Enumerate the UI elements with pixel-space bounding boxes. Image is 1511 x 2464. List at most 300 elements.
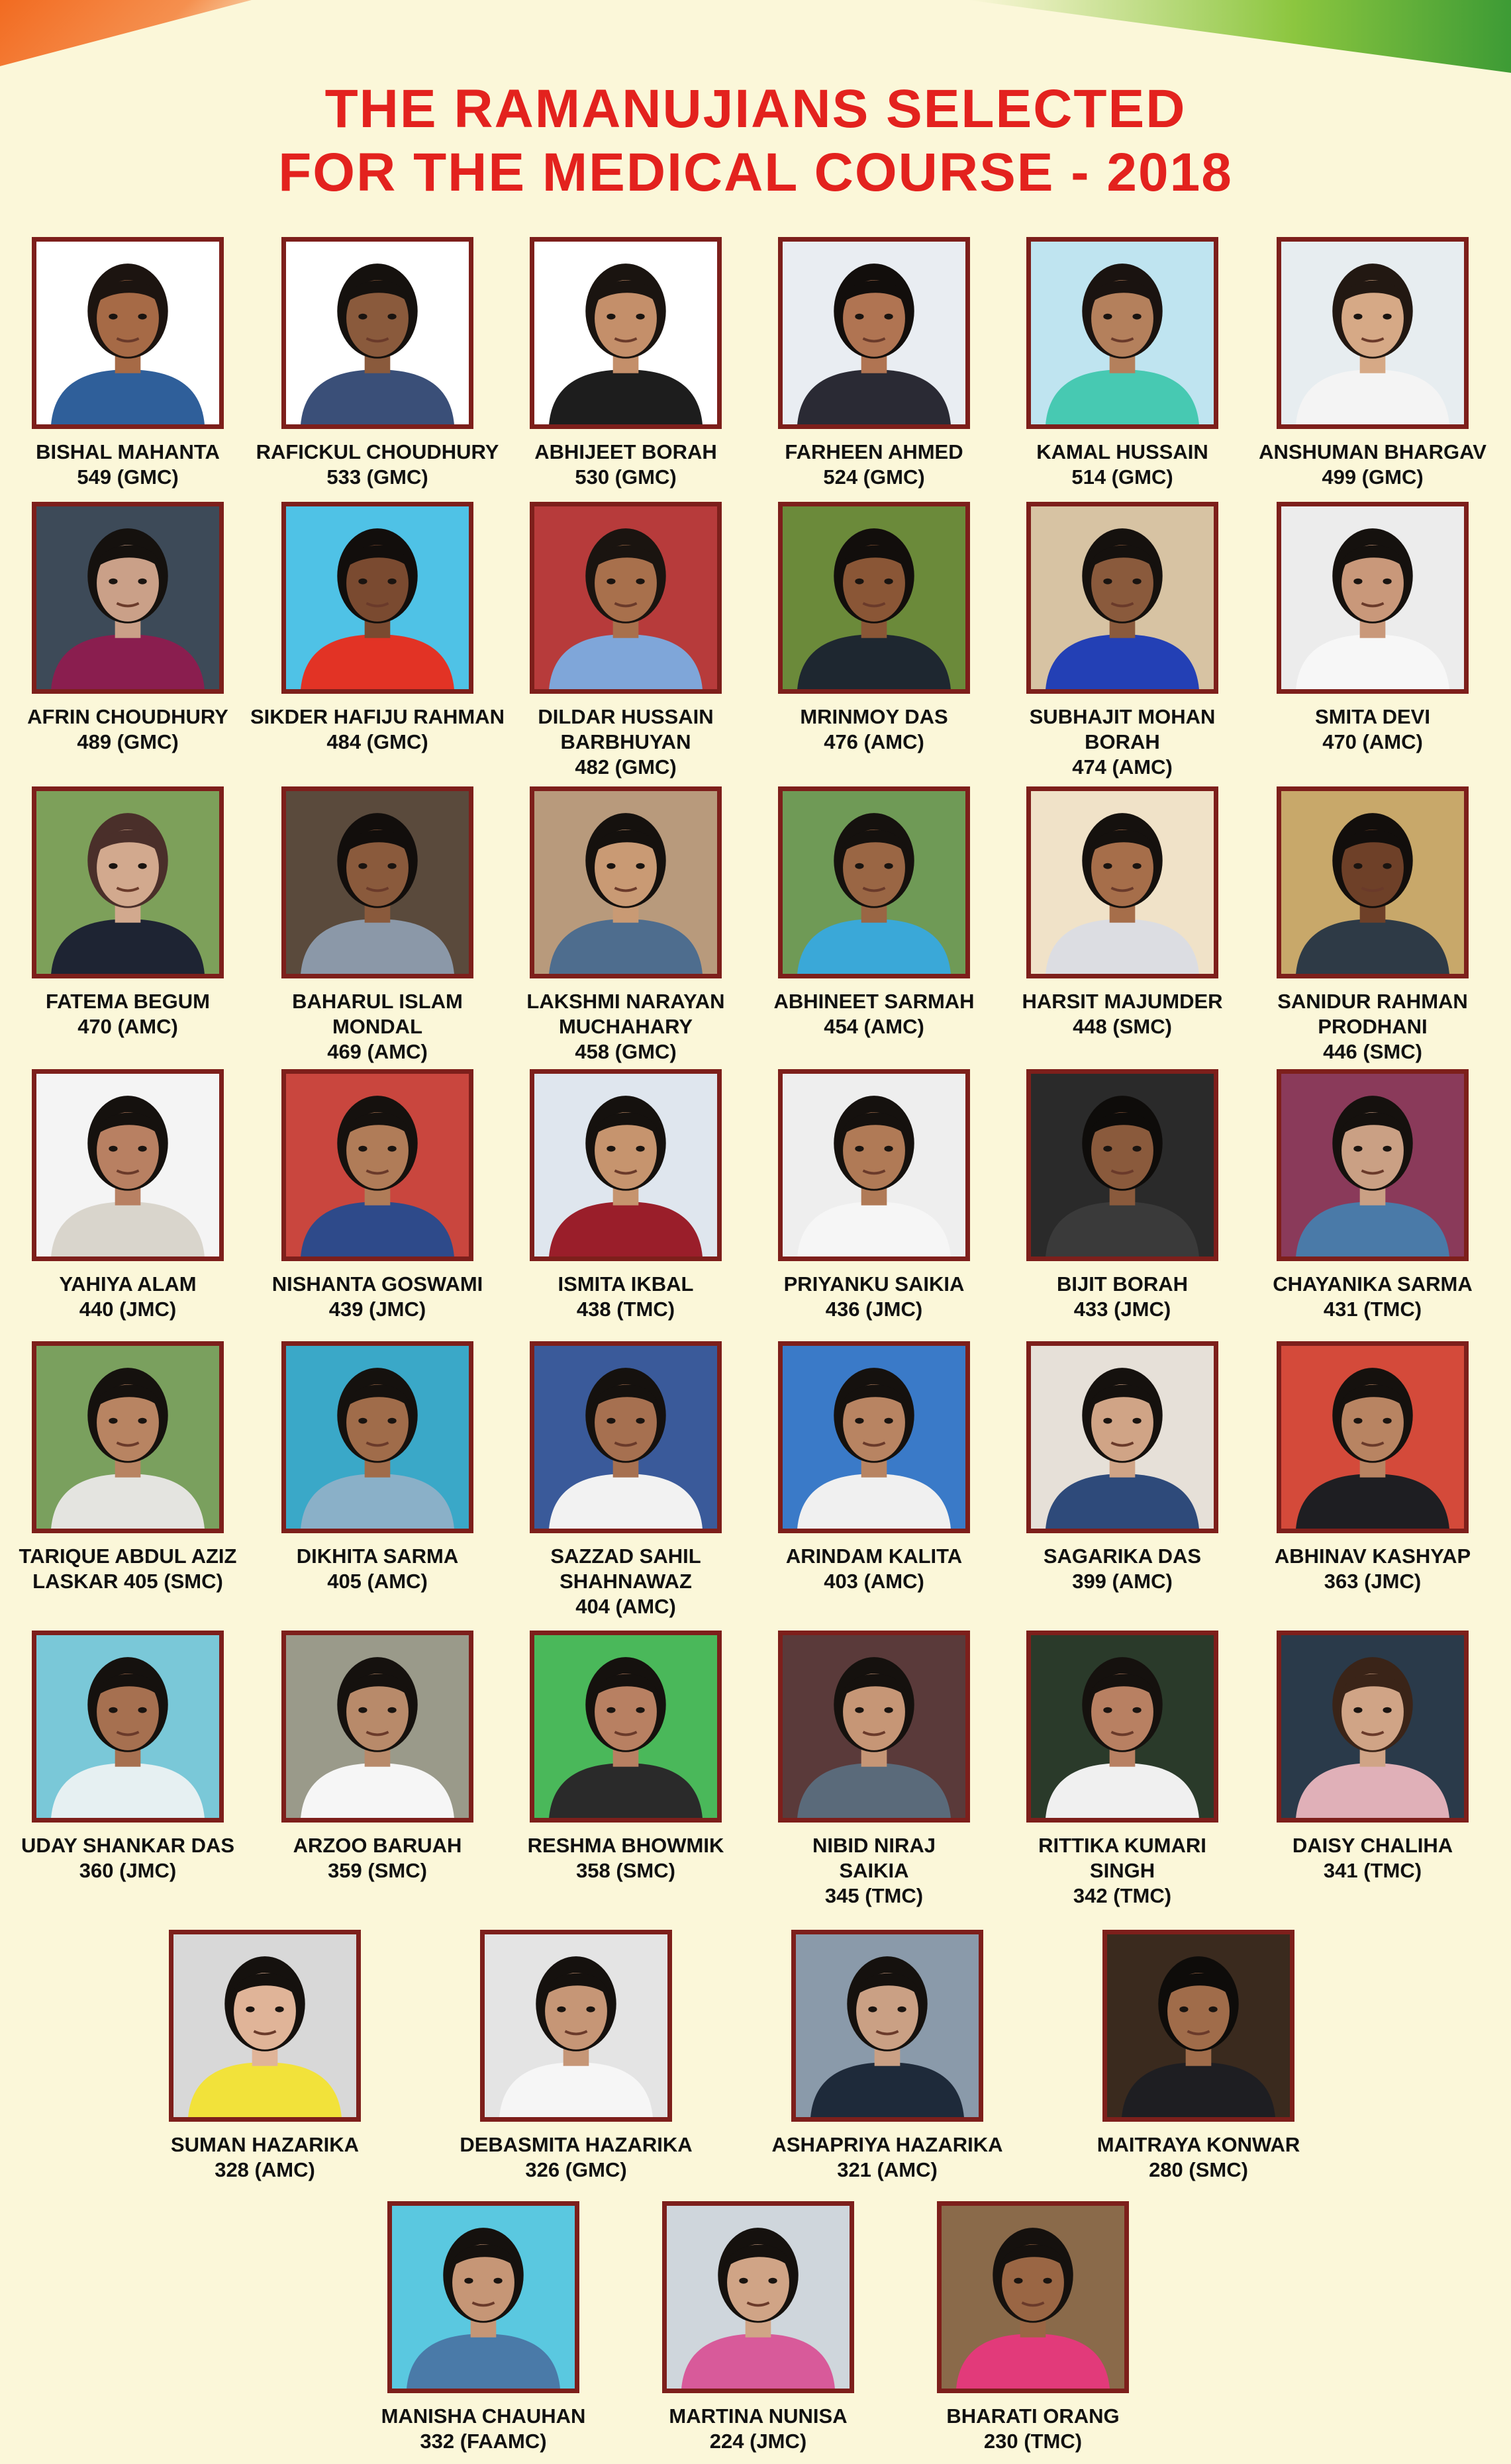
student-photo — [1277, 502, 1469, 694]
portrait-eye — [855, 579, 863, 585]
portrait-eye — [1132, 1146, 1141, 1152]
portrait-eye — [607, 579, 615, 585]
student-name-line: CHAYANIKA SARMA — [1273, 1272, 1473, 1296]
student-score-college: 454 (AMC) — [824, 1015, 924, 1038]
student-score-college: 549 (GMC) — [77, 465, 179, 489]
student-caption — [0, 989, 264, 1039]
student-name-line: PRODHANI — [1318, 1015, 1428, 1038]
portrait-eye — [1132, 863, 1141, 869]
portrait-silhouette-icon — [286, 1074, 469, 1256]
portrait-eye — [1043, 2278, 1051, 2284]
portrait-silhouette-icon — [783, 1346, 965, 1529]
student-caption — [1237, 1272, 1508, 1322]
student-score-college: 448 (SMC) — [1073, 1015, 1172, 1038]
student-name-line: DIKHITA SARMA — [296, 1544, 459, 1568]
portrait-eye — [387, 863, 396, 869]
portrait-silhouette-icon — [783, 506, 965, 689]
student-score-college: 431 (TMC) — [1323, 1298, 1422, 1321]
student-score-college: 403 (AMC) — [824, 1570, 924, 1593]
portrait-silhouette-icon — [534, 1635, 717, 1818]
portrait-silhouette-icon — [36, 1074, 219, 1256]
student-name-line: SUBHAJIT MOHAN — [1029, 705, 1216, 728]
portrait-eye — [387, 579, 396, 585]
portrait-silhouette-icon — [1281, 1635, 1464, 1818]
student-name-line: FARHEEN AHMED — [785, 440, 963, 463]
portrait-silhouette-icon — [534, 1074, 717, 1256]
student-caption — [490, 440, 761, 490]
student-name-line: NISHANTA GOSWAMI — [271, 1272, 483, 1296]
portrait-silhouette-icon — [1031, 791, 1214, 974]
student-photo — [1026, 786, 1218, 978]
student-photo — [281, 237, 473, 429]
student-score-college: 446 (SMC) — [1323, 1040, 1422, 1063]
portrait-silhouette-icon — [1107, 1934, 1290, 2117]
portrait-eye — [1103, 1707, 1112, 1713]
student-name-line: YAHIYA ALAM — [59, 1272, 197, 1296]
student-photo — [1277, 1341, 1469, 1533]
portrait-eye — [387, 1146, 396, 1152]
student-name-line: FATEMA BEGUM — [46, 990, 210, 1013]
student-photo — [281, 786, 473, 978]
student-score-college: 470 (AMC) — [77, 1015, 178, 1038]
student-name-line: SUMAN HAZARIKA — [170, 2133, 360, 2156]
student-photo — [1277, 1631, 1469, 1823]
student-name-line: NIBID NIRAJ — [812, 1834, 936, 1857]
portrait-eye — [1132, 314, 1141, 320]
student-name-line: DILDAR HUSSAIN — [538, 705, 714, 728]
student-score-college: 360 (JMC) — [79, 1859, 177, 1882]
student-caption — [1237, 989, 1508, 1065]
student-caption — [987, 1272, 1258, 1322]
portrait-eye — [109, 314, 117, 320]
portrait-silhouette-icon — [286, 1346, 469, 1529]
student-caption — [738, 1833, 1010, 1909]
portrait-eye — [387, 1707, 396, 1713]
portrait-eye — [358, 314, 367, 320]
portrait-eye — [493, 2278, 502, 2284]
student-caption — [987, 1544, 1258, 1594]
portrait-silhouette-icon — [1281, 791, 1464, 974]
student-photo — [169, 1930, 361, 2122]
portrait-eye — [855, 1146, 863, 1152]
portrait-silhouette-icon — [36, 1635, 219, 1818]
portrait-silhouette-icon — [36, 1346, 219, 1529]
student-score-college: 326 (GMC) — [525, 2158, 627, 2181]
portrait-silhouette-icon — [286, 791, 469, 974]
student-name-line: ABHINAV KASHYAP — [1274, 1544, 1471, 1568]
student-score-college: 524 (GMC) — [823, 465, 925, 489]
student-caption — [348, 2404, 619, 2454]
student-score-college: 332 (FAAMC) — [420, 2430, 547, 2453]
student-name-line: BHARATI ORANG — [946, 2404, 1120, 2428]
portrait-silhouette-icon — [1281, 1074, 1464, 1256]
student-photo — [1026, 1631, 1218, 1823]
student-name-line: ABHIJEET BORAH — [534, 440, 717, 463]
portrait-eye — [739, 2278, 748, 2284]
portrait-eye — [138, 1146, 146, 1152]
student-photo — [281, 1631, 473, 1823]
student-photo — [32, 1069, 224, 1261]
portrait-eye — [607, 1707, 615, 1713]
portrait-silhouette-icon — [286, 242, 469, 424]
portrait-silhouette-icon — [1281, 242, 1464, 424]
student-score-college: 342 (TMC) — [1073, 1884, 1172, 1907]
portrait-silhouette-icon — [36, 791, 219, 974]
portrait-silhouette-icon — [534, 242, 717, 424]
portrait-eye — [109, 1146, 117, 1152]
portrait-eye — [109, 1707, 117, 1713]
portrait-eye — [607, 1146, 615, 1152]
student-photo — [1277, 786, 1469, 978]
portrait-eye — [1103, 1146, 1112, 1152]
student-score-college: 458 (GMC) — [575, 1040, 677, 1063]
portrait-eye — [1353, 863, 1362, 869]
poster-title-line-1: THE RAMANUJIANS SELECTED — [324, 79, 1187, 139]
student-photo — [32, 1341, 224, 1533]
student-photo — [32, 237, 224, 429]
portrait-silhouette-icon — [485, 1934, 667, 2117]
student-caption — [490, 1272, 761, 1322]
student-caption — [0, 1544, 264, 1594]
student-name-line: AFRIN CHOUDHURY — [27, 705, 228, 728]
student-photo — [778, 237, 970, 429]
portrait-silhouette-icon — [1281, 1346, 1464, 1529]
student-name-line: SAGARIKA DAS — [1043, 1544, 1202, 1568]
portrait-eye — [1383, 579, 1391, 585]
portrait-eye — [636, 863, 644, 869]
student-caption — [738, 704, 1010, 755]
student-name-line: DEBASMITA HAZARIKA — [460, 2133, 693, 2156]
student-caption — [1237, 1544, 1508, 1594]
student-score-college: 476 (AMC) — [824, 730, 924, 753]
student-name-line: SAZZAD SAHIL — [550, 1544, 701, 1568]
student-name-line: SIKDER HAFIJU RAHMAN — [250, 705, 505, 728]
portrait-eye — [1383, 1146, 1391, 1152]
student-name-line: BIJIT BORAH — [1056, 1272, 1189, 1296]
portrait-silhouette-icon — [534, 506, 717, 689]
student-photo — [1277, 1069, 1469, 1261]
student-photo — [1026, 1341, 1218, 1533]
portrait-silhouette-icon — [286, 506, 469, 689]
orange-corner-decoration — [0, 0, 252, 66]
student-photo — [480, 1930, 672, 2122]
portrait-silhouette-icon — [286, 1635, 469, 1818]
student-photo — [32, 502, 224, 694]
student-score-college: 363 (JMC) — [1324, 1570, 1422, 1593]
student-name-line: BARBHUYAN — [560, 730, 691, 753]
portrait-eye — [138, 579, 146, 585]
student-caption — [0, 1272, 264, 1322]
student-score-college: 514 (GMC) — [1071, 465, 1173, 489]
portrait-eye — [109, 579, 117, 585]
student-caption — [490, 1833, 761, 1883]
portrait-silhouette-icon — [1031, 242, 1214, 424]
student-photo — [32, 786, 224, 978]
student-name-line: LAKSHMI NARAYAN — [526, 990, 725, 1013]
student-score-college: 470 (AMC) — [1322, 730, 1423, 753]
student-name-line: BORAH — [1085, 730, 1160, 753]
portrait-silhouette-icon — [1031, 506, 1214, 689]
student-score-college: 436 (JMC) — [825, 1298, 923, 1321]
student-name-line: ASHAPRIYA HAZARIKA — [771, 2133, 1003, 2156]
student-photo — [791, 1930, 983, 2122]
student-photo — [530, 502, 722, 694]
student-caption — [752, 2132, 1023, 2183]
portrait-eye — [1103, 314, 1112, 320]
student-name-line: MUCHAHARY — [558, 1015, 693, 1038]
student-name-line: SHAHNAWAZ — [560, 1570, 692, 1593]
portrait-eye — [768, 2278, 777, 2284]
student-name-line: ISMITA IKBAL — [558, 1272, 694, 1296]
portrait-eye — [1353, 579, 1362, 585]
student-caption — [738, 1272, 1010, 1322]
student-score-college: 438 (TMC) — [576, 1298, 675, 1321]
student-caption — [490, 704, 761, 780]
student-caption — [242, 989, 513, 1065]
student-score-college: 484 (GMC) — [326, 730, 428, 753]
portrait-eye — [868, 2007, 877, 2013]
student-caption — [738, 989, 1010, 1039]
portrait-silhouette-icon — [36, 506, 219, 689]
student-score-college: 341 (TMC) — [1323, 1859, 1422, 1882]
portrait-silhouette-icon — [783, 791, 965, 974]
student-score-college: 489 (GMC) — [77, 730, 179, 753]
portrait-silhouette-icon — [1031, 1635, 1214, 1818]
portrait-eye — [1353, 1146, 1362, 1152]
student-photo — [778, 502, 970, 694]
student-caption — [242, 1544, 513, 1594]
portrait-eye — [636, 1146, 644, 1152]
portrait-eye — [1383, 1418, 1391, 1424]
student-photo — [778, 1631, 970, 1823]
student-score-college: 280 (SMC) — [1149, 2158, 1248, 2181]
student-caption — [0, 704, 264, 755]
student-name-line: ABHINEET SARMAH — [773, 990, 975, 1013]
student-caption — [1237, 1833, 1508, 1883]
portrait-silhouette-icon — [392, 2206, 575, 2389]
student-score-college: LASKAR 405 (SMC) — [32, 1570, 223, 1593]
student-caption — [738, 440, 1010, 490]
student-caption — [440, 2132, 712, 2183]
student-score-college: 482 (GMC) — [575, 755, 677, 779]
student-caption — [0, 1833, 264, 1883]
student-name-line: ARINDAM KALITA — [785, 1544, 963, 1568]
student-name-line: KAMAL HUSSAIN — [1036, 440, 1208, 463]
portrait-eye — [138, 1418, 146, 1424]
portrait-eye — [884, 1146, 893, 1152]
portrait-silhouette-icon — [36, 242, 219, 424]
portrait-eye — [1353, 314, 1362, 320]
portrait-silhouette-icon — [942, 2206, 1124, 2389]
portrait-eye — [607, 863, 615, 869]
student-name-line: HARSIT MAJUMDER — [1022, 990, 1223, 1013]
student-score-college: 439 (JMC) — [328, 1298, 426, 1321]
student-name-line: SANIDUR RAHMAN — [1277, 990, 1468, 1013]
student-caption — [1063, 2132, 1334, 2183]
portrait-eye — [387, 1418, 396, 1424]
portrait-eye — [1179, 2007, 1188, 2013]
portrait-eye — [1132, 1707, 1141, 1713]
portrait-eye — [1132, 579, 1141, 585]
student-score-college: 321 (AMC) — [837, 2158, 938, 2181]
portrait-eye — [636, 314, 644, 320]
portrait-eye — [1353, 1707, 1362, 1713]
student-photo — [778, 786, 970, 978]
portrait-eye — [358, 863, 367, 869]
portrait-silhouette-icon — [173, 1934, 356, 2117]
portrait-eye — [358, 1418, 367, 1424]
student-name-line: RESHMA BHOWMIK — [527, 1834, 724, 1857]
portrait-eye — [464, 2278, 473, 2284]
student-photo — [1026, 1069, 1218, 1261]
student-name-line: MAITRAYA KONWAR — [1097, 2133, 1300, 2156]
portrait-eye — [855, 314, 863, 320]
portrait-eye — [884, 1418, 893, 1424]
student-score-college: 433 (JMC) — [1073, 1298, 1171, 1321]
student-score-college: 230 (TMC) — [983, 2430, 1083, 2453]
portrait-eye — [884, 314, 893, 320]
student-photo — [778, 1069, 970, 1261]
student-score-college: 440 (JMC) — [79, 1298, 177, 1321]
poster-title-line-2: FOR THE MEDICAL COURSE - 2018 — [278, 142, 1233, 203]
portrait-silhouette-icon — [783, 1074, 965, 1256]
portrait-eye — [1103, 1418, 1112, 1424]
student-caption — [1237, 440, 1508, 490]
student-caption — [987, 989, 1258, 1039]
student-photo — [530, 1069, 722, 1261]
portrait-eye — [897, 2007, 906, 2013]
student-caption — [622, 2404, 894, 2454]
portrait-eye — [607, 314, 615, 320]
portrait-eye — [1014, 2278, 1022, 2284]
student-name-line: SINGH — [1089, 1859, 1155, 1882]
student-photo — [281, 1069, 473, 1261]
portrait-eye — [387, 314, 396, 320]
portrait-silhouette-icon — [667, 2206, 850, 2389]
portrait-eye — [1383, 863, 1391, 869]
student-score-college: 399 (AMC) — [1072, 1570, 1173, 1593]
portrait-eye — [884, 863, 893, 869]
student-name-line: ANSHUMAN BHARGAV — [1259, 440, 1487, 463]
portrait-eye — [1132, 1418, 1141, 1424]
portrait-eye — [138, 314, 146, 320]
portrait-eye — [109, 1418, 117, 1424]
student-caption — [897, 2404, 1169, 2454]
student-photo — [281, 1341, 473, 1533]
student-photo — [387, 2201, 579, 2393]
portrait-eye — [636, 1707, 644, 1713]
student-caption — [490, 989, 761, 1065]
student-score-college: 358 (SMC) — [576, 1859, 675, 1882]
student-name-line: UDAY SHANKAR DAS — [21, 1834, 235, 1857]
portrait-silhouette-icon — [796, 1934, 979, 2117]
student-score-college: 499 (GMC) — [1322, 465, 1424, 489]
portrait-eye — [855, 863, 863, 869]
student-caption — [987, 1833, 1258, 1909]
portrait-eye — [109, 863, 117, 869]
student-photo — [1277, 237, 1469, 429]
portrait-eye — [246, 2007, 254, 2013]
portrait-eye — [884, 579, 893, 585]
student-photo — [937, 2201, 1129, 2393]
portrait-eye — [884, 1707, 893, 1713]
portrait-eye — [138, 1707, 146, 1713]
green-corner-decoration — [968, 0, 1511, 73]
portrait-silhouette-icon — [534, 1346, 717, 1529]
portrait-silhouette-icon — [1031, 1346, 1214, 1529]
portrait-eye — [275, 2007, 283, 2013]
student-name-line: ARZOO BARUAH — [293, 1834, 462, 1857]
student-caption — [987, 440, 1258, 490]
student-caption — [0, 440, 264, 490]
portrait-eye — [855, 1418, 863, 1424]
student-name-line: RAFICKUL CHOUDHURY — [256, 440, 499, 463]
portrait-silhouette-icon — [1281, 506, 1464, 689]
portrait-eye — [1383, 314, 1391, 320]
student-name-line: MANISHA CHAUHAN — [381, 2404, 586, 2428]
student-photo — [281, 502, 473, 694]
student-name-line: DAISY CHALIHA — [1292, 1834, 1453, 1857]
portrait-eye — [607, 1418, 615, 1424]
student-score-college: 404 (AMC) — [575, 1595, 676, 1618]
portrait-eye — [636, 1418, 644, 1424]
student-photo — [1026, 237, 1218, 429]
student-caption — [242, 1272, 513, 1322]
student-name-line: BAHARUL ISLAM — [292, 990, 463, 1013]
student-photo — [530, 1341, 722, 1533]
portrait-silhouette-icon — [783, 1635, 965, 1818]
portrait-eye — [358, 579, 367, 585]
student-name-line: SMITA DEVI — [1315, 705, 1430, 728]
student-name-line: BISHAL MAHANTA — [36, 440, 220, 463]
portrait-silhouette-icon — [534, 791, 717, 974]
portrait-silhouette-icon — [1031, 1074, 1214, 1256]
student-caption — [129, 2132, 401, 2183]
student-name-line: PRIYANKU SAIKIA — [783, 1272, 965, 1296]
portrait-eye — [358, 1707, 367, 1713]
student-photo — [530, 237, 722, 429]
portrait-eye — [358, 1146, 367, 1152]
portrait-eye — [855, 1707, 863, 1713]
portrait-eye — [1208, 2007, 1217, 2013]
portrait-eye — [1103, 863, 1112, 869]
student-name-line: SAIKIA — [839, 1859, 909, 1882]
student-score-college: 224 (JMC) — [709, 2430, 807, 2453]
student-caption — [242, 1833, 513, 1883]
student-photo — [1026, 502, 1218, 694]
portrait-eye — [1353, 1418, 1362, 1424]
student-score-college: 345 (TMC) — [824, 1884, 924, 1907]
student-name-line: MRINMOY DAS — [800, 705, 948, 728]
student-score-college: 530 (GMC) — [575, 465, 677, 489]
portrait-eye — [1103, 579, 1112, 585]
student-score-college: 474 (AMC) — [1072, 755, 1173, 779]
student-photo — [662, 2201, 854, 2393]
student-score-college: 533 (GMC) — [326, 465, 428, 489]
portrait-eye — [586, 2007, 595, 2013]
student-photo — [32, 1631, 224, 1823]
portrait-eye — [557, 2007, 565, 2013]
student-name-line: MONDAL — [332, 1015, 423, 1038]
student-caption — [242, 440, 513, 490]
portrait-silhouette-icon — [783, 242, 965, 424]
portrait-eye — [636, 579, 644, 585]
student-caption — [242, 704, 513, 755]
student-caption — [738, 1544, 1010, 1594]
portrait-eye — [1383, 1707, 1391, 1713]
student-name-line: TARIQUE ABDUL AZIZ — [19, 1544, 237, 1568]
portrait-eye — [138, 863, 146, 869]
